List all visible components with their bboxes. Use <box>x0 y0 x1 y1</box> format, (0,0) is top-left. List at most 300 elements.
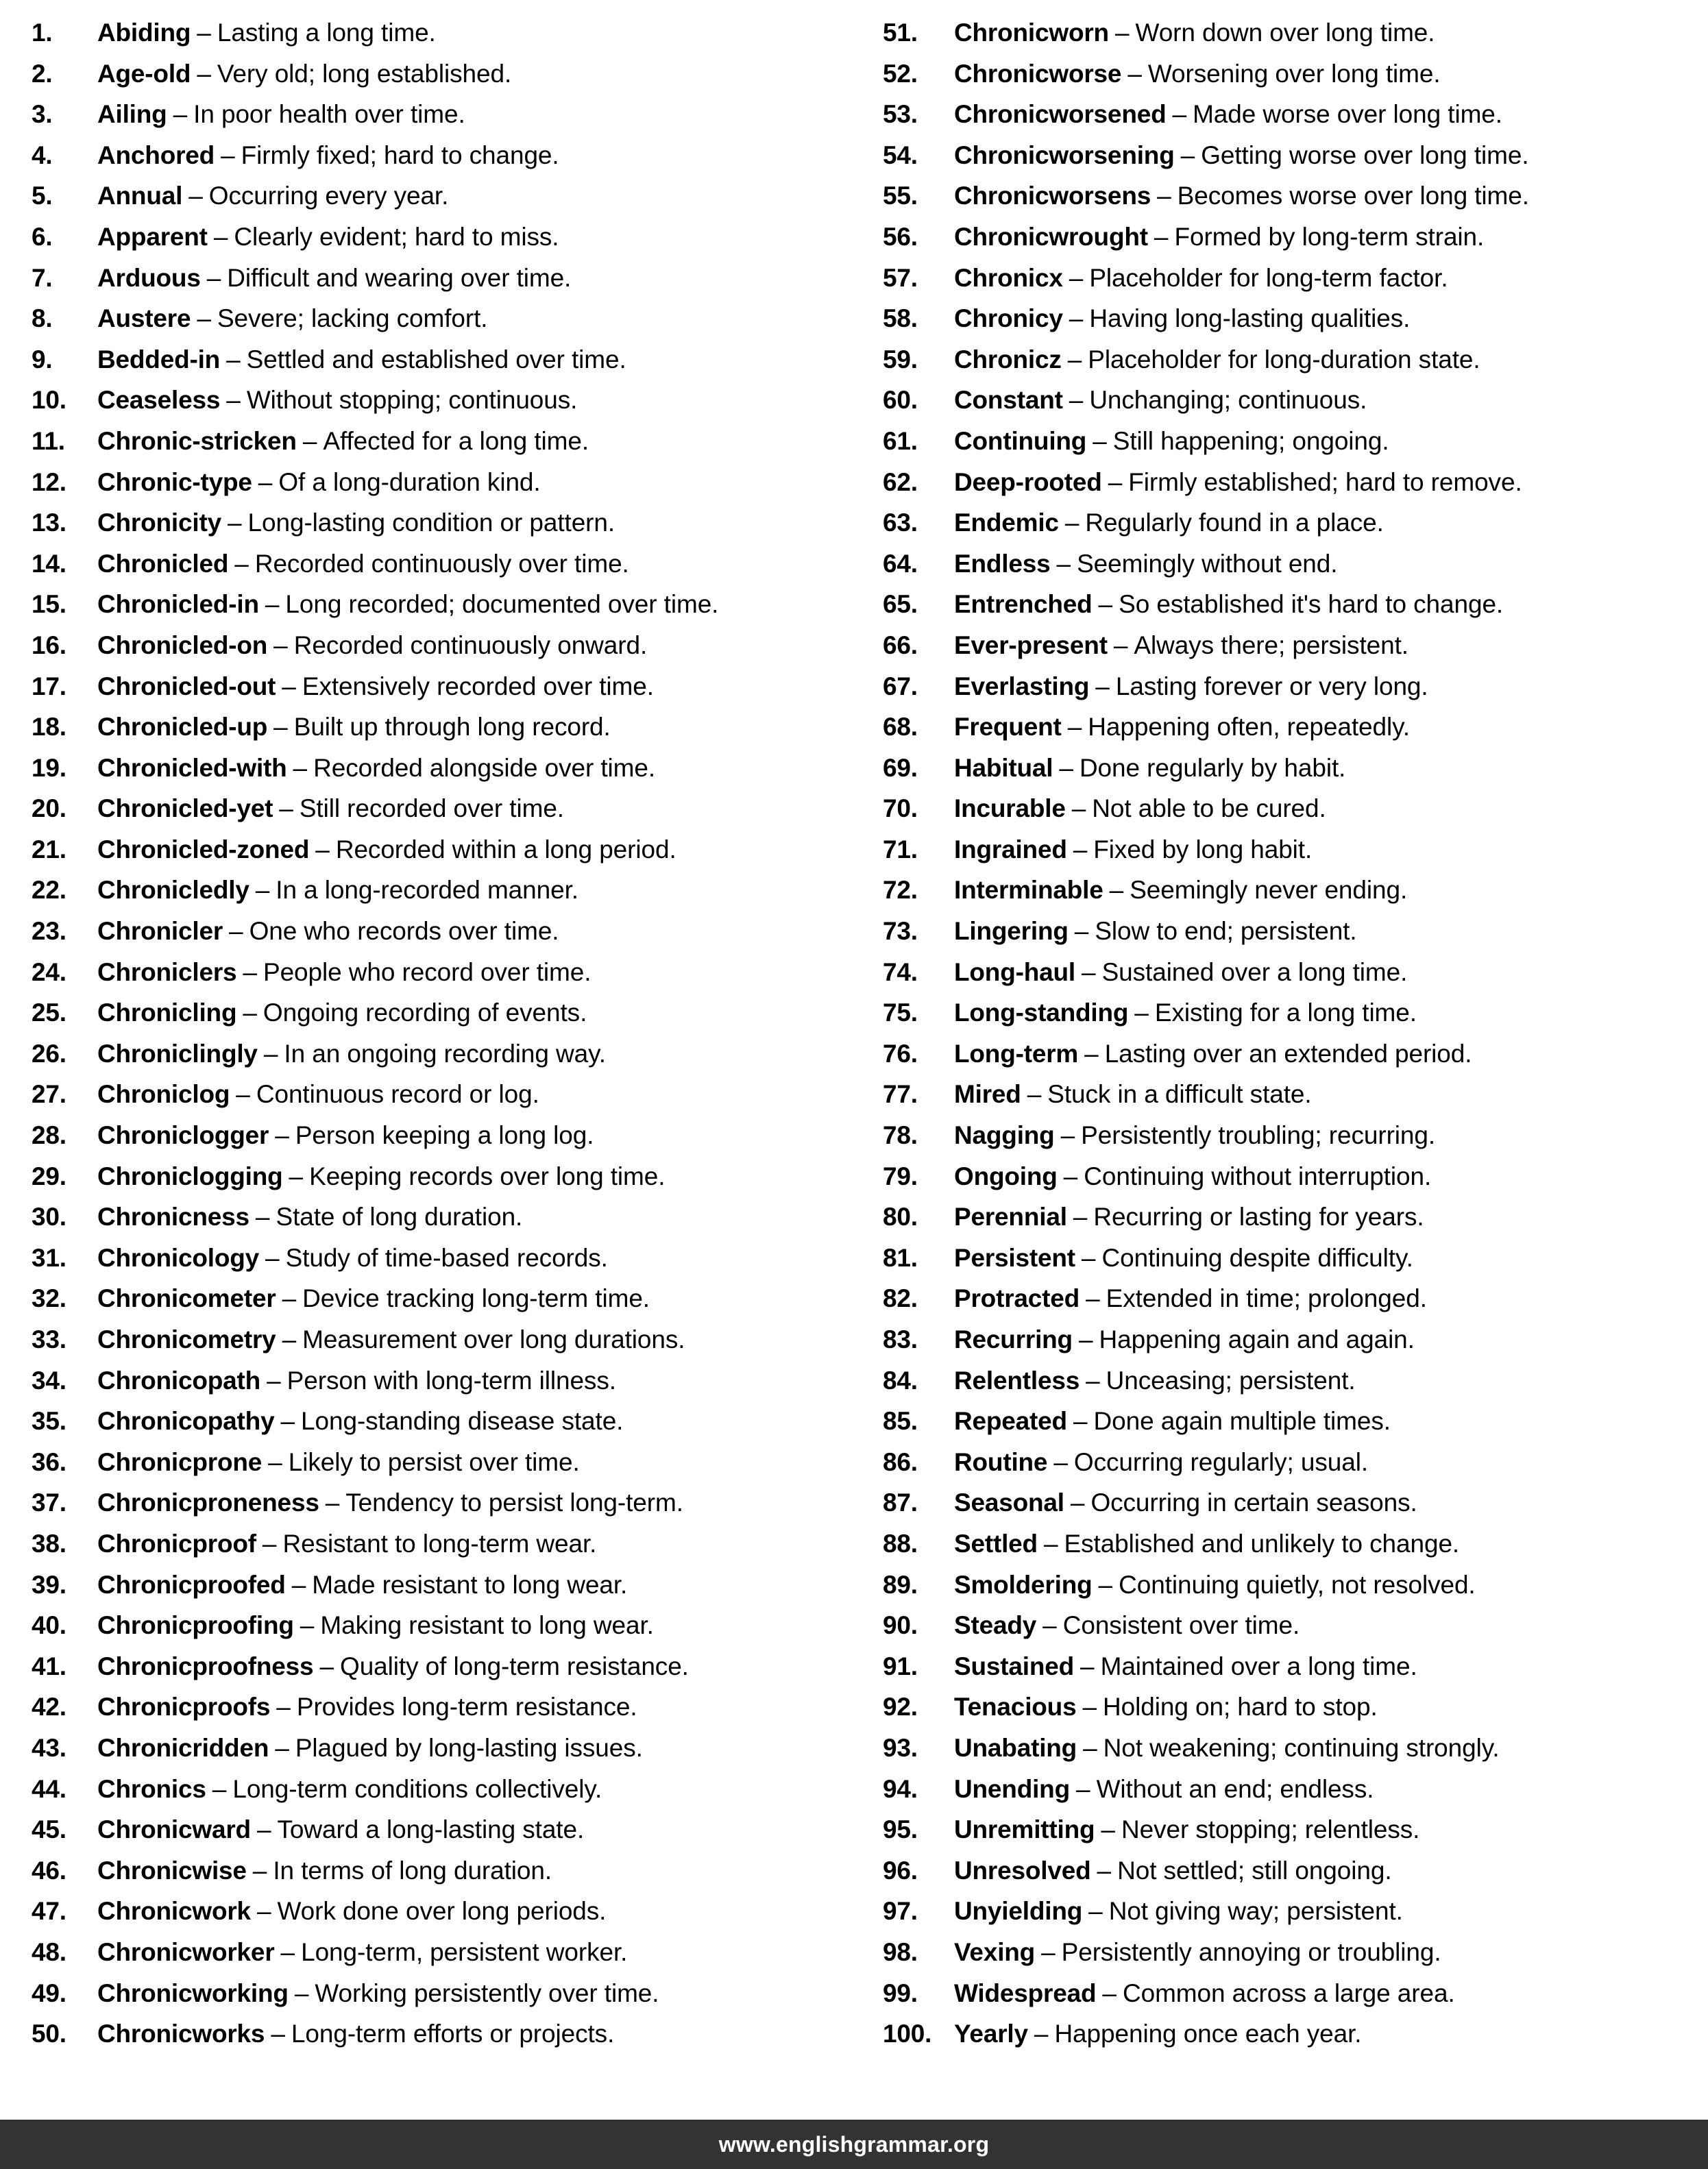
list-item-number: 16. <box>32 630 66 659</box>
list-item-separator: – <box>1084 1039 1099 1068</box>
list-item-separator: – <box>282 1284 297 1313</box>
list-item-definition: Not settled; still ongoing. <box>1117 1856 1392 1885</box>
list-item-number: 2. <box>32 59 53 88</box>
list-item-term: Unresolved <box>954 1856 1091 1885</box>
list-item-term: Austere <box>97 304 191 333</box>
list-item-definition: Long recorded; documented over time. <box>285 590 719 619</box>
list-item <box>883 1605 1701 1646</box>
list-item-term: Steady <box>954 1611 1037 1640</box>
list-item-definition: Person keeping a long log. <box>295 1121 594 1150</box>
list-item-number: 69. <box>883 753 918 782</box>
list-item-number: 23. <box>32 917 66 946</box>
list-item-term: Chronicwise <box>97 1856 247 1885</box>
list-item <box>32 543 850 585</box>
list-item-number: 99. <box>883 1978 918 2007</box>
list-item-separator: – <box>236 1080 250 1109</box>
list-item-separator: – <box>258 467 273 496</box>
list-item-term: Persistent <box>954 1243 1075 1272</box>
list-item <box>883 462 1701 503</box>
list-item <box>32 1115 850 1156</box>
list-item-definition: Plagued by long-lasting issues. <box>295 1733 643 1762</box>
list-item-definition: Becomes worse over long time. <box>1177 182 1529 210</box>
list-item <box>32 339 850 380</box>
list-item-number: 85. <box>883 1407 918 1436</box>
list-item-term: Chronicz <box>954 345 1062 373</box>
list-item-number: 54. <box>883 140 918 169</box>
list-item <box>883 1687 1701 1728</box>
list-item <box>32 1850 850 1891</box>
list-item-term: Settled <box>954 1529 1038 1558</box>
list-item <box>32 625 850 666</box>
list-item-term: Ailing <box>97 100 167 129</box>
list-item <box>32 748 850 789</box>
list-item-term: Incurable <box>954 794 1066 823</box>
list-item <box>32 1360 850 1401</box>
list-item-term: Recurring <box>954 1325 1073 1353</box>
list-item-number: 27. <box>32 1080 66 1109</box>
list-item <box>883 829 1701 870</box>
list-item-definition: Work done over long periods. <box>277 1897 607 1926</box>
list-item <box>32 1891 850 1932</box>
list-item-separator: – <box>280 1937 295 1966</box>
list-item-separator: – <box>1098 590 1113 619</box>
website-url: www.englishgrammar.org <box>718 2131 990 2157</box>
list-item <box>883 2013 1701 2055</box>
list-item-definition: Recorded alongside over time. <box>313 753 656 782</box>
list-item-definition: Built up through long record. <box>293 713 611 742</box>
list-item-definition: Not weakening; continuing strongly. <box>1103 1733 1500 1762</box>
list-item <box>32 1565 850 1606</box>
list-item-term: Chroniclers <box>97 957 237 986</box>
list-item-definition: Recurring or lasting for years. <box>1093 1203 1424 1231</box>
list-item <box>883 339 1701 380</box>
right-column <box>857 12 1708 2120</box>
list-item-number: 43. <box>32 1733 66 1762</box>
list-item-term: Sustained <box>954 1652 1075 1680</box>
list-item-number: 82. <box>883 1284 918 1313</box>
list-item-number: 89. <box>883 1570 918 1599</box>
list-item <box>883 1769 1701 1810</box>
list-item-term: Chronicproofs <box>97 1693 271 1721</box>
list-item <box>883 1238 1701 1279</box>
list-item-definition: Still happening; ongoing. <box>1112 426 1389 455</box>
list-item-separator: – <box>1102 1978 1117 2007</box>
list-item <box>883 380 1701 421</box>
list-item-term: Mired <box>954 1080 1021 1109</box>
list-item-number: 96. <box>883 1856 918 1885</box>
list-item <box>32 1033 850 1075</box>
list-item <box>883 911 1701 952</box>
list-item-number: 84. <box>883 1366 918 1395</box>
list-item-definition: Persistently annoying or troubling. <box>1061 1937 1441 1966</box>
list-item-definition: Severe; lacking comfort. <box>217 304 488 333</box>
list-item-definition: Unceasing; persistent. <box>1106 1366 1356 1395</box>
list-item-term: Unabating <box>954 1733 1077 1762</box>
list-item <box>32 1278 850 1319</box>
list-item-definition: Working persistently over time. <box>315 1978 659 2007</box>
list-item-definition: Never stopping; relentless. <box>1121 1815 1420 1844</box>
list-item-separator: – <box>1134 998 1149 1027</box>
list-item-number: 93. <box>883 1733 918 1762</box>
list-item-separator: – <box>1074 917 1089 946</box>
list-item <box>32 829 850 870</box>
list-item-number: 31. <box>32 1243 66 1272</box>
list-item-separator: – <box>1154 222 1169 251</box>
list-item-term: Protracted <box>954 1284 1080 1313</box>
list-item-term: Yearly <box>954 2020 1028 2048</box>
list-item-definition: Long-lasting condition or pattern. <box>247 508 615 537</box>
list-item-separator: – <box>1172 100 1187 129</box>
list-item-definition: One who records over time. <box>249 917 559 946</box>
list-item-number: 38. <box>32 1529 66 1558</box>
list-item-number: 67. <box>883 672 918 700</box>
list-item-separator: – <box>1069 304 1084 333</box>
list-item <box>883 543 1701 585</box>
list-item-separator: – <box>1063 1162 1078 1190</box>
list-item <box>32 1728 850 1769</box>
list-item <box>32 1769 850 1810</box>
list-item-number: 3. <box>32 100 53 129</box>
list-item-separator: – <box>1059 753 1073 782</box>
list-item-number: 87. <box>883 1488 918 1517</box>
list-item-number: 6. <box>32 222 53 251</box>
list-item-definition: Extensively recorded over time. <box>302 672 654 700</box>
list-item-definition: Seemingly without end. <box>1077 549 1338 578</box>
list-item-number: 72. <box>883 876 918 905</box>
list-item-separator: – <box>197 59 211 88</box>
list-item <box>883 707 1701 748</box>
list-item-separator: – <box>276 1693 291 1721</box>
list-item-number: 65. <box>883 590 918 619</box>
list-item-definition: Person with long-term illness. <box>286 1366 616 1395</box>
list-item-term: Perennial <box>954 1203 1067 1231</box>
list-item <box>883 1850 1701 1891</box>
list-item-separator: – <box>1056 549 1071 578</box>
list-item <box>32 952 850 993</box>
list-item-term: Chronicled-out <box>97 672 276 700</box>
list-item <box>32 258 850 299</box>
list-item-separator: – <box>293 753 308 782</box>
list-item-term: Unremitting <box>954 1815 1095 1844</box>
list-item-term: Chronicopathy <box>97 1407 275 1436</box>
list-item-term: Constant <box>954 386 1063 415</box>
list-item-definition: Quality of long-term resistance. <box>340 1652 689 1680</box>
list-item-separator: – <box>256 1897 271 1926</box>
list-item-definition: In terms of long duration. <box>273 1856 552 1885</box>
list-item-definition: Continuous record or log. <box>256 1080 539 1109</box>
list-item-term: Ongoing <box>954 1162 1058 1190</box>
list-item-term: Chronicwrought <box>954 222 1148 251</box>
list-item <box>883 258 1701 299</box>
list-item-separator: – <box>227 508 242 537</box>
list-item-term: Repeated <box>954 1407 1067 1436</box>
list-item-term: Annual <box>97 182 183 210</box>
list-item-definition: Sustained over a long time. <box>1101 957 1408 986</box>
list-item-definition: State of long duration. <box>276 1203 523 1231</box>
list-item-definition: Tendency to persist long-term. <box>345 1488 683 1517</box>
list-item-definition: Firmly established; hard to remove. <box>1128 467 1522 496</box>
list-item <box>883 1482 1701 1523</box>
list-item-term: Chronics <box>97 1774 206 1803</box>
list-item-definition: Firmly fixed; hard to change. <box>241 140 559 169</box>
list-item-separator: – <box>1097 1856 1112 1885</box>
list-item <box>883 1197 1701 1238</box>
list-item-separator: – <box>226 345 241 373</box>
list-item-number: 22. <box>32 876 66 905</box>
list-item-separator: – <box>271 2020 285 2048</box>
list-item-number: 60. <box>883 386 918 415</box>
list-item <box>32 1932 850 1973</box>
list-item-term: Chronicx <box>954 263 1063 292</box>
list-item-definition: Long-term, persistent worker. <box>301 1937 628 1966</box>
list-item-number: 94. <box>883 1774 918 1803</box>
list-item-number: 100. <box>883 2020 932 2048</box>
list-item-separator: – <box>315 835 330 863</box>
list-item <box>883 1565 1701 1606</box>
list-item-separator: – <box>243 957 257 986</box>
list-item-separator: – <box>1088 1897 1103 1926</box>
list-item <box>883 298 1701 339</box>
list-item-number: 19. <box>32 753 66 782</box>
list-item-number: 18. <box>32 713 66 742</box>
list-item-definition: Fixed by long habit. <box>1093 835 1313 863</box>
list-item-term: Lingering <box>954 917 1069 946</box>
list-item-number: 50. <box>32 2020 66 2048</box>
list-item-term: Chronicproofed <box>97 1570 286 1599</box>
list-item-definition: Existing for a long time. <box>1154 998 1417 1027</box>
list-item <box>32 462 850 503</box>
list-item-definition: Toward a long-lasting state. <box>277 1815 585 1844</box>
list-item <box>32 1238 850 1279</box>
list-item-number: 5. <box>32 182 53 210</box>
list-item <box>32 135 850 176</box>
list-item-number: 74. <box>883 957 918 986</box>
list-item-term: Chronicled-with <box>97 753 287 782</box>
list-item-number: 28. <box>32 1121 66 1150</box>
list-item-separator: – <box>206 263 221 292</box>
list-item-term: Anchored <box>97 140 215 169</box>
list-item-separator: – <box>229 917 243 946</box>
list-item-definition: Established and unlikely to change. <box>1064 1529 1460 1558</box>
list-item-term: Relentless <box>954 1366 1080 1395</box>
list-item-term: Chronicproof <box>97 1529 256 1558</box>
list-item-definition: Recorded within a long period. <box>335 835 676 863</box>
list-item-separator: – <box>1070 1488 1085 1517</box>
list-item-term: Chronicworsens <box>954 182 1151 210</box>
list-item <box>883 1442 1701 1483</box>
list-item-number: 56. <box>883 222 918 251</box>
list-item-separator: – <box>1069 263 1084 292</box>
list-item-definition: Likely to persist over time. <box>288 1447 580 1476</box>
list-item-term: Chronicledly <box>97 876 249 905</box>
list-item-definition: Lasting a long time. <box>217 19 436 47</box>
list-item <box>32 584 850 625</box>
list-item-definition: Maintained over a long time. <box>1100 1652 1417 1680</box>
list-item-definition: People who record over time. <box>263 957 591 986</box>
list-item-number: 91. <box>883 1652 918 1680</box>
list-item-definition: Done regularly by habit. <box>1079 753 1346 782</box>
list-item-term: Chronicness <box>97 1203 249 1231</box>
list-item-separator: – <box>325 1488 340 1517</box>
list-item <box>883 1115 1701 1156</box>
list-item-separator: – <box>1082 957 1096 986</box>
list-item-definition: Settled and established over time. <box>246 345 626 373</box>
list-item-definition: Keeping records over long time. <box>309 1162 666 1190</box>
list-item-number: 39. <box>32 1570 66 1599</box>
list-item-number: 36. <box>32 1447 66 1476</box>
list-item-number: 61. <box>883 426 918 455</box>
list-item-separator: – <box>243 998 257 1027</box>
list-item-separator: – <box>221 140 235 169</box>
list-item-number: 34. <box>32 1366 66 1395</box>
list-item-term: Chronic-type <box>97 467 252 496</box>
list-item-term: Chronicworking <box>97 1978 289 2007</box>
list-item-number: 21. <box>32 835 66 863</box>
list-item-term: Chronicled-zoned <box>97 835 310 863</box>
list-item <box>883 1891 1701 1932</box>
list-item-term: Chronicworsened <box>954 100 1167 129</box>
list-item-separator: – <box>197 19 211 47</box>
list-item-term: Chronicridden <box>97 1733 269 1762</box>
list-item-separator: – <box>279 794 293 823</box>
list-item-number: 63. <box>883 508 918 537</box>
list-item-number: 68. <box>883 713 918 742</box>
list-item-separator: – <box>1098 1570 1113 1599</box>
list-item-number: 20. <box>32 794 66 823</box>
list-item-term: Chronicworse <box>954 59 1122 88</box>
list-item-number: 55. <box>883 182 918 210</box>
list-item-definition: Making resistant to long wear. <box>320 1611 654 1640</box>
list-item-definition: In an ongoing recording way. <box>284 1039 606 1068</box>
list-item-number: 80. <box>883 1203 918 1231</box>
list-item-term: Chronicology <box>97 1243 260 1272</box>
list-item-definition: Of a long-duration kind. <box>278 467 541 496</box>
list-item-definition: Slow to end; persistent. <box>1095 917 1357 946</box>
list-item-term: Chronicworker <box>97 1937 275 1966</box>
list-item <box>883 175 1701 217</box>
list-item <box>883 217 1701 258</box>
list-item-separator: – <box>212 1774 227 1803</box>
list-item-term: Chronicometry <box>97 1325 276 1353</box>
list-item-term: Chronicled-in <box>97 590 259 619</box>
list-item-definition: Lasting forever or very long. <box>1115 672 1428 700</box>
list-item-number: 47. <box>32 1897 66 1926</box>
list-item-separator: – <box>1069 386 1084 415</box>
list-item <box>32 298 850 339</box>
list-item-number: 83. <box>883 1325 918 1353</box>
list-item-definition: In poor health over time. <box>193 100 465 129</box>
list-item-number: 98. <box>883 1937 918 1966</box>
list-item-separator: – <box>300 1611 315 1640</box>
list-item-number: 70. <box>883 794 918 823</box>
list-item-term: Chronicy <box>954 304 1063 333</box>
list-item-term: Routine <box>954 1447 1048 1476</box>
list-item <box>32 421 850 462</box>
list-item <box>883 870 1701 911</box>
list-item-term: Chronicworsening <box>954 140 1175 169</box>
list-item-term: Chronicopath <box>97 1366 261 1395</box>
list-item-definition: Placeholder for long-duration state. <box>1088 345 1480 373</box>
list-item-term: Chronicworks <box>97 2020 265 2048</box>
list-item-definition: Continuing despite difficulty. <box>1101 1243 1413 1272</box>
list-item <box>883 788 1701 829</box>
list-item <box>32 94 850 135</box>
list-item-separator: – <box>1157 182 1171 210</box>
list-item-definition: Not able to be cured. <box>1092 794 1326 823</box>
list-item <box>32 2013 850 2055</box>
list-item-definition: Occurring regularly; usual. <box>1073 1447 1369 1476</box>
list-item-number: 15. <box>32 590 66 619</box>
list-item-term: Long-term <box>954 1039 1079 1068</box>
list-item-definition: Worn down over long time. <box>1135 19 1435 47</box>
list-item-number: 76. <box>883 1039 918 1068</box>
list-item-number: 17. <box>32 672 66 700</box>
list-item <box>883 1401 1701 1442</box>
list-item <box>32 1401 850 1442</box>
list-item <box>32 12 850 53</box>
list-item-separator: – <box>265 1243 280 1272</box>
list-item-number: 9. <box>32 345 53 373</box>
list-item-term: Chronicity <box>97 508 221 537</box>
list-item <box>32 1687 850 1728</box>
list-item-separator: – <box>280 1407 295 1436</box>
list-item-definition: Seemingly never ending. <box>1130 876 1408 905</box>
list-item-definition: Regularly found in a place. <box>1085 508 1384 537</box>
list-item-term: Chroniclingly <box>97 1039 258 1068</box>
list-item-term: Nagging <box>954 1121 1055 1150</box>
list-item-term: Chroniclog <box>97 1080 230 1109</box>
list-item-term: Endemic <box>954 508 1059 537</box>
list-item-term: Chronicproofing <box>97 1611 294 1640</box>
list-item-term: Vexing <box>954 1937 1036 1966</box>
list-item-number: 40. <box>32 1611 66 1640</box>
list-item <box>883 135 1701 176</box>
list-item-number: 46. <box>32 1856 66 1885</box>
list-item-definition: Having long-lasting qualities. <box>1089 304 1411 333</box>
list-item-term: Seasonal <box>954 1488 1064 1517</box>
list-item-term: Habitual <box>954 753 1053 782</box>
list-item-number: 14. <box>32 549 66 578</box>
list-item-separator: – <box>1108 467 1123 496</box>
list-item-number: 37. <box>32 1488 66 1517</box>
list-item-definition: Difficult and wearing over time. <box>227 263 572 292</box>
list-item-separator: – <box>1067 713 1082 742</box>
list-item-definition: Continuing quietly, not resolved. <box>1119 1570 1476 1599</box>
list-item-separator: – <box>173 100 188 129</box>
list-item <box>32 666 850 707</box>
list-item-definition: Not giving way; persistent. <box>1108 1897 1403 1926</box>
list-item-separator: – <box>1027 1080 1042 1109</box>
list-item-term: Chronicproofness <box>97 1652 314 1680</box>
list-item <box>883 1319 1701 1360</box>
list-item-separator: – <box>273 630 288 659</box>
list-item-definition: Extended in time; prolonged. <box>1106 1284 1427 1313</box>
list-item-term: Unending <box>954 1774 1070 1803</box>
list-item-term: Chronicled-on <box>97 630 268 659</box>
list-item <box>883 1278 1701 1319</box>
list-item-number: 42. <box>32 1693 66 1721</box>
list-item-separator: – <box>1127 59 1142 88</box>
list-item <box>883 1523 1701 1565</box>
list-item-separator: – <box>1180 140 1195 169</box>
list-item-separator: – <box>1109 876 1124 905</box>
list-item-separator: – <box>1075 1774 1090 1803</box>
list-item-definition: Lasting over an extended period. <box>1104 1039 1472 1068</box>
list-item-term: Chronicled-up <box>97 713 268 742</box>
list-item-separator: – <box>1082 1693 1097 1721</box>
list-item-definition: Continuing without interruption. <box>1084 1162 1432 1190</box>
list-item <box>883 1973 1701 2014</box>
